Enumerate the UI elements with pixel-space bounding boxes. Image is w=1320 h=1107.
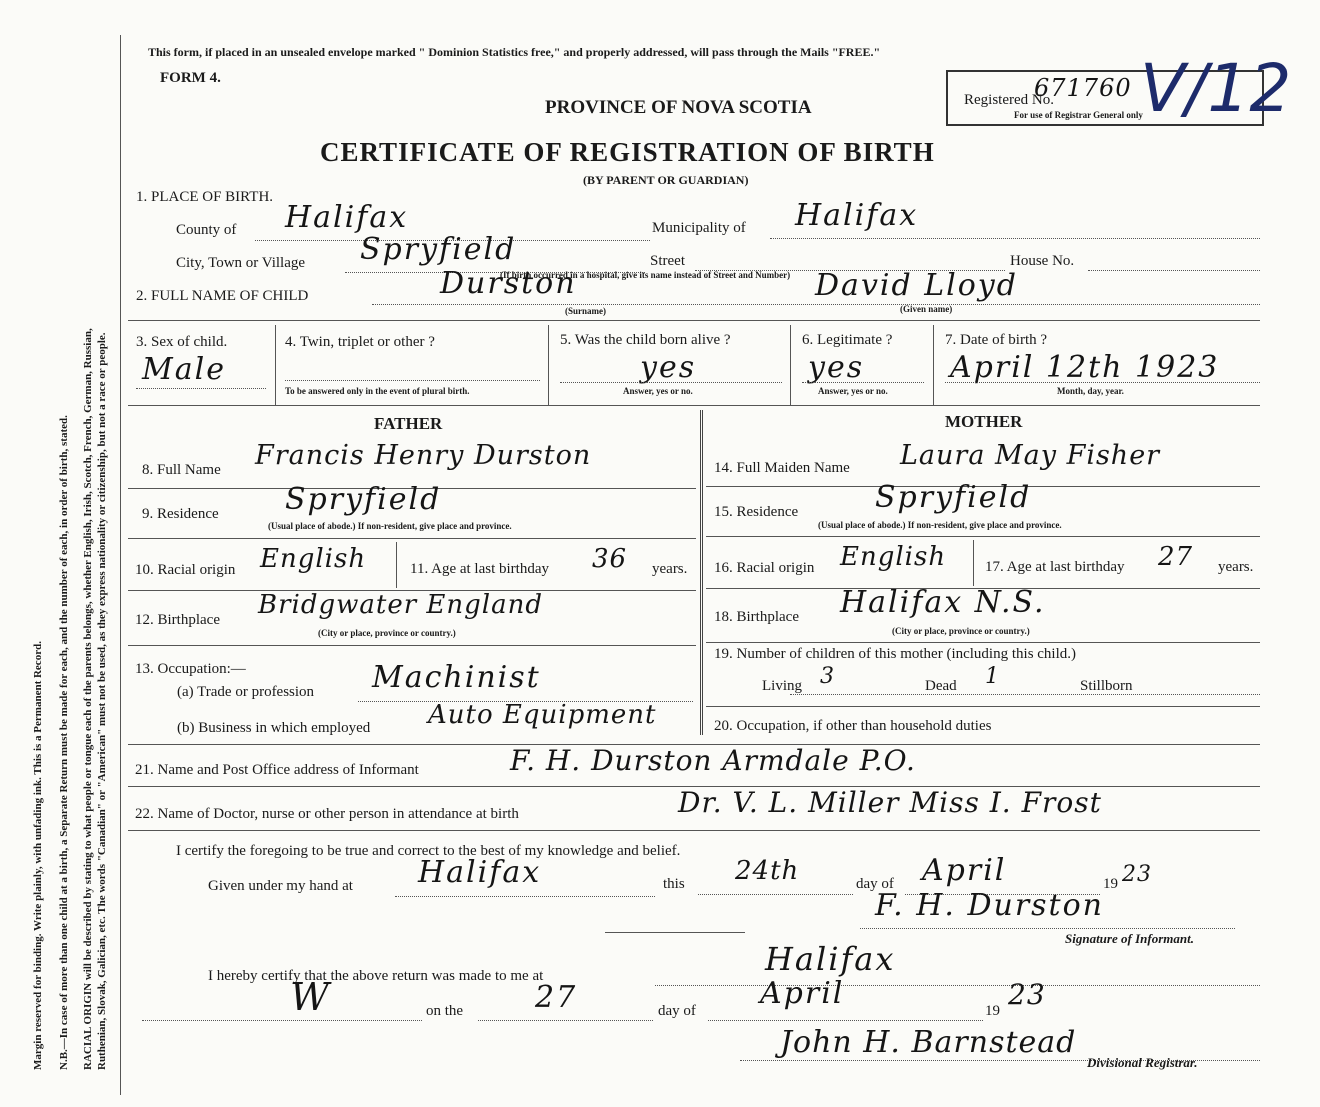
informant-signature-caption: Signature of Informant.: [1065, 931, 1194, 946]
rule-mother-birthplace: [706, 642, 1260, 643]
born-alive-line: [560, 382, 782, 383]
business-value: Auto Equipment: [428, 700, 657, 730]
legitimate-note: Answer, yes or no.: [818, 386, 888, 396]
certificate-title: CERTIFICATE OF REGISTRATION OF BIRTH: [320, 137, 935, 167]
house-number-line: [1088, 270, 1260, 271]
divider-3-4: [275, 325, 276, 405]
rule-mother-residence: [706, 536, 1260, 537]
made-month-line: [708, 1020, 983, 1021]
given-month-value: April: [922, 853, 1007, 888]
date-of-birth-line: [945, 382, 1260, 383]
rule-father-birthplace: [128, 645, 696, 646]
rule-father-residence: [128, 538, 696, 539]
father-birthplace-note: (City or place, province or country.): [318, 628, 456, 638]
mother-birthplace-label: 18. Birthplace: [714, 609, 799, 625]
living-value: 3: [820, 664, 835, 689]
divider-4-5: [548, 325, 549, 405]
given-name-caption: (Given name): [900, 304, 953, 314]
father-race-value: English: [260, 544, 367, 574]
divider-5-6: [790, 325, 791, 405]
informant-signature: F. H. Durston: [875, 888, 1104, 923]
this-label: this: [663, 876, 685, 892]
form-number: FORM 4.: [160, 70, 221, 86]
rule-doctor-bottom: [128, 830, 1260, 831]
father-age-value: 36: [592, 544, 628, 574]
date-of-birth-value: April 12th 1923: [950, 350, 1220, 385]
short-rule: [605, 932, 745, 933]
stillborn-label: Stillborn: [1080, 678, 1133, 694]
doctor-value: Dr. V. L. Miller Miss I. Frost: [678, 786, 1102, 819]
mother-birthplace-value: Halifax N.S.: [840, 585, 1046, 620]
mother-years-label: years.: [1218, 559, 1254, 575]
given-day-value: 24th: [735, 856, 800, 886]
doctor-label: 22. Name of Doctor, nurse or other person in attendance at birth: [135, 806, 519, 822]
twin-note: To be answered only in the event of plural birth.: [285, 386, 470, 396]
informant-value: F. H. Durston Armdale P.O.: [510, 744, 916, 777]
certificate-subtitle: (BY PARENT OR GUARDIAN): [583, 173, 749, 187]
dead-label: Dead: [925, 678, 957, 694]
dead-value: 1: [985, 664, 1000, 689]
surname-caption: (Surname): [565, 306, 606, 316]
given-year-value: 23: [1122, 862, 1152, 887]
street-label: Street: [650, 253, 685, 269]
made-year-prefix: 19: [985, 1003, 1000, 1019]
municipality-line: [770, 238, 1260, 239]
surname-value: Durston: [440, 266, 577, 301]
county-label: County of: [176, 222, 237, 238]
father-name-label: 8. Full Name: [142, 462, 221, 478]
given-under-hand-label: Given under my hand at: [208, 878, 353, 894]
mother-residence-label: 15. Residence: [714, 504, 799, 520]
made-at-line: [655, 985, 1260, 986]
trade-value: Machinist: [372, 660, 541, 695]
father-heading: FATHER: [374, 414, 443, 433]
made-year-value: 23: [1008, 978, 1046, 1011]
father-residence-value: Spryfield: [285, 482, 442, 517]
made-initial-value: W: [290, 975, 332, 1019]
mother-residence-note: (Usual place of abode.) If non-resident, give place and province.: [818, 520, 1062, 530]
municipality-value: Halifax: [795, 198, 919, 233]
divider-6-7: [933, 325, 934, 405]
mother-race-label: 16. Racial origin: [714, 560, 815, 576]
given-name-value: David Lloyd: [815, 268, 1018, 303]
given-at-line: [395, 896, 655, 897]
father-mother-divider: [700, 410, 703, 735]
informant-signature-line: [860, 928, 1235, 929]
province-heading: PROVINCE OF NOVA SCOTIA: [545, 97, 812, 118]
registered-label: Registered No.: [964, 92, 1054, 108]
hereby-certify-label: I hereby certify that the above return was made to me at: [208, 968, 544, 984]
given-day-of-label: day of: [856, 876, 894, 892]
father-birthplace-value: Bridgwater England: [258, 590, 543, 620]
given-day-line: [698, 894, 853, 895]
mother-name-value: Laura May Fisher: [900, 440, 1161, 471]
occupation-label: 13. Occupation:—: [135, 661, 246, 677]
hospital-note: (If birth occurred in a hospital, give its name instead of Street and Number): [500, 270, 791, 280]
mother-age-label: 17. Age at last birthday: [985, 559, 1125, 575]
date-of-birth-label: 7. Date of birth ?: [945, 332, 1048, 348]
house-number-label: House No.: [1010, 253, 1075, 269]
given-year-prefix: 19: [1103, 876, 1118, 892]
date-of-birth-note: Month, day, year.: [1057, 386, 1124, 396]
legitimate-label: 6. Legitimate ?: [802, 332, 893, 348]
rule-row-3-top: [128, 320, 1260, 321]
made-at-value: Halifax: [765, 940, 896, 978]
city-label: City, Town or Village: [176, 255, 306, 271]
rule-parents-top: [128, 405, 1260, 406]
sex-label: 3. Sex of child.: [136, 334, 228, 350]
living-label: Living: [762, 678, 802, 694]
county-value: Halifax: [285, 200, 409, 235]
twin-line: [285, 380, 540, 381]
legitimate-line: [802, 382, 924, 383]
children-label: 19. Number of children of this mother (including this child.): [714, 646, 1077, 662]
on-the-label: on the: [426, 1003, 464, 1019]
sex-value: Male: [142, 352, 226, 387]
registrar-caption: Divisional Registrar.: [1087, 1055, 1198, 1070]
certify-statement: I certify the foregoing to be true and correct to the best of my knowledge and belief.: [176, 843, 681, 859]
registered-number-value: 671760: [1034, 74, 1132, 102]
mother-age-value: 27: [1158, 542, 1194, 572]
twin-label: 4. Twin, triplet or other ?: [285, 334, 435, 350]
municipality-label: Municipality of: [652, 220, 746, 236]
mother-residence-value: Spryfield: [875, 480, 1032, 515]
born-alive-label: 5. Was the child born alive ?: [560, 332, 731, 348]
father-birthplace-label: 12. Birthplace: [135, 612, 220, 628]
made-day-of-label: day of: [658, 1003, 696, 1019]
margin-note-4: Ruthenian, Slovak, Galician, etc. The words "Canadian" or "American" must not be used, as they express nationality or citizenship, but not a race or people.: [96, 332, 108, 1070]
made-month-value: April: [760, 976, 845, 1011]
made-initial-line: [142, 1020, 422, 1021]
father-residence-label: 9. Residence: [142, 506, 219, 522]
legitimate-value: yes: [808, 350, 865, 385]
given-at-value: Halifax: [418, 855, 542, 890]
registrar-signature: John H. Barnstead: [780, 1025, 1077, 1060]
margin-rule: [120, 35, 121, 1095]
mother-birthplace-note: (City or place, province or country.): [892, 626, 1030, 636]
sex-line: [136, 388, 266, 389]
city-value: Spryfield: [360, 232, 517, 267]
father-name-value: Francis Henry Durston: [255, 440, 592, 471]
made-day-line: [478, 1020, 653, 1021]
full-name-line: [372, 304, 1260, 305]
made-day-value: 27: [535, 980, 578, 1015]
full-name-label: 2. FULL NAME OF CHILD: [136, 288, 309, 304]
children-line: [790, 694, 1260, 695]
mother-name-label: 14. Full Maiden Name: [714, 460, 850, 476]
rule-children: [706, 706, 1260, 707]
born-alive-value: yes: [640, 350, 697, 385]
margin-note-1: Margin reserved for binding. Write plainly, with unfading ink. This is a Permanent Record.: [32, 641, 44, 1070]
divider-10-11: [396, 542, 397, 588]
margin-note-3: RACIAL ORIGIN will be described by stating to what people or tongue each of the parents belongs, whether English, Irish, Scotch, French, German, Russian,: [82, 328, 94, 1070]
father-years-label: years.: [652, 561, 688, 577]
registered-note: For use of Registrar General only: [1014, 110, 1143, 120]
mother-race-value: English: [840, 542, 947, 572]
trade-label: (a) Trade or profession: [177, 684, 315, 700]
father-race-label: 10. Racial origin: [135, 562, 236, 578]
registrar-mark: V/12: [1140, 50, 1292, 127]
mother-heading: MOTHER: [945, 412, 1023, 431]
divider-16-17: [973, 540, 974, 586]
margin-note-2: N.B.—In case of more than one child at a birth, a Separate Return must be made for each, and the number of each, in order of birth, stated.: [58, 415, 70, 1070]
born-alive-note: Answer, yes or no.: [623, 386, 693, 396]
postal-notice: This form, if placed in an unsealed envelope marked " Dominion Statistics free," and properly addressed, will pass through the Mails "FREE.": [148, 45, 881, 59]
father-age-label: 11. Age at last birthday: [410, 561, 549, 577]
father-residence-note: (Usual place of abode.) If non-resident, give place and province.: [268, 521, 512, 531]
business-label: (b) Business in which employed: [177, 720, 371, 736]
informant-label: 21. Name and Post Office address of Informant: [135, 762, 419, 778]
place-of-birth-label: 1. PLACE OF BIRTH.: [136, 189, 274, 205]
mother-occupation-label: 20. Occupation, if other than household duties: [714, 718, 992, 734]
